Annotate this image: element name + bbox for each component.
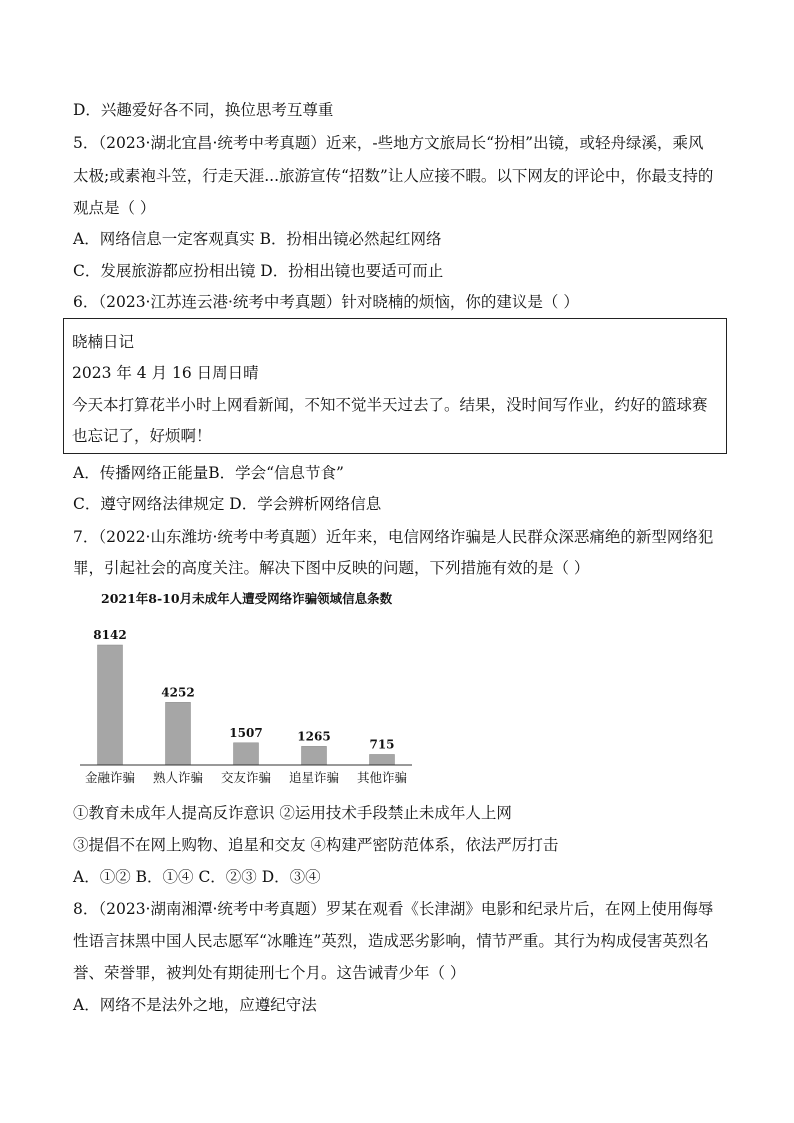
- bar-1: [166, 702, 191, 765]
- question-5-options-cd: C．发展旅游都应扮相出镜 D．扮相出镜也要适可而止: [73, 262, 444, 280]
- bar-3: [302, 746, 327, 765]
- question-8-option-a: A．网络不是法外之地，应遵纪守法: [73, 996, 317, 1014]
- data-label-3: 1265: [297, 729, 331, 744]
- diary-title: 晓楠日记: [72, 333, 135, 351]
- question-7-statements-34: ③提倡不在网上购物、追星和交友 ④构建严密防范体系，依法严厉打击: [73, 836, 559, 854]
- bar-2: [234, 743, 259, 765]
- question-5-line-2: 太极;或素袍斗笠，行走天涯...旅游宣传“招数”让人应接不暇。以下网友的评论中，你最支持的: [73, 167, 714, 185]
- question-6-options-ab: A．传播网络正能量B．学会“信息节食”: [73, 464, 344, 482]
- diary-box: [63, 318, 727, 454]
- question-8-line-1: 8．（2023·湖南湘潭·统考中考真题）罗某在观看《长津湖》电影和纪录片后，在网上使用侮辱: [73, 900, 714, 918]
- question-8-line-2: 性语言抹黑中国人民志愿军“冰雕连”英烈，造成恶劣影响，情节严重。其行为构成侵害英烈名: [73, 932, 709, 950]
- category-label-1: 熟人诈骗: [152, 770, 204, 785]
- bar-chart: [80, 615, 420, 790]
- diary-text-line-1: 今天本打算花半小时上网看新闻，不知不觉半天过去了。结果，没时间写作业，约好的篮球赛: [72, 396, 708, 414]
- question-5-options-ab: A．网络信息一定客观真实 B．扮相出镜必然起红网络: [73, 230, 442, 248]
- option-d-q4: D．兴趣爱好各不同，换位思考互尊重: [73, 101, 334, 119]
- question-7-statements-12: ①教育未成年人提高反诈意识 ②运用技术手段禁止未成年人上网: [73, 804, 512, 822]
- question-7-line-2: 罪，引起社会的高度关注。解决下图中反映的问题，下列措施有效的是（ ）: [73, 559, 590, 577]
- category-label-2: 交友诈骗: [220, 770, 272, 785]
- category-label-4: 其他诈骗: [356, 770, 408, 785]
- data-label-0: 8142: [93, 628, 127, 642]
- diary-date: 2023 年 4 月 16 日周日晴: [72, 364, 259, 382]
- question-7-line-1: 7．（2022·山东潍坊·统考中考真题）近年来，电信网络诈骗是人民群众深恶痛绝的新型网络犯: [73, 528, 714, 546]
- question-6-options-cd: C．遵守网络法律规定 D．学会辨析网络信息: [73, 495, 382, 513]
- diary-text-line-2: 也忘记了，好烦啊！: [72, 427, 212, 445]
- bar-0: [98, 645, 123, 765]
- data-label-2: 1507: [229, 725, 263, 740]
- question-8-line-3: 誉、荣誉罪，被判处有期徒刑七个月。这告诫青少年（ ）: [73, 964, 466, 982]
- question-5-line-1: 5．（2023·湖北宜昌·统考中考真题）近来，-些地方文旅局长“扮相”出镜，或轻舟绿溪，乘风: [73, 134, 704, 152]
- category-label-3: 追星诈骗: [288, 770, 340, 785]
- question-5-line-3: 观点是（ ）: [73, 199, 156, 217]
- question-7-options: A．①② B．①④ C．②③ D．③④: [73, 868, 321, 886]
- category-label-0: 金融诈骗: [84, 770, 136, 785]
- data-label-1: 4252: [161, 685, 195, 700]
- bar-4: [370, 754, 395, 765]
- question-6-stem: 6．（2023·江苏连云港·统考中考真题）针对晓楠的烦恼，你的建议是（ ）: [73, 293, 579, 311]
- data-label-4: 715: [369, 737, 395, 752]
- chart-title: 2021年8-10月未成年人遭受网络诈骗领域信息条数: [101, 591, 393, 606]
